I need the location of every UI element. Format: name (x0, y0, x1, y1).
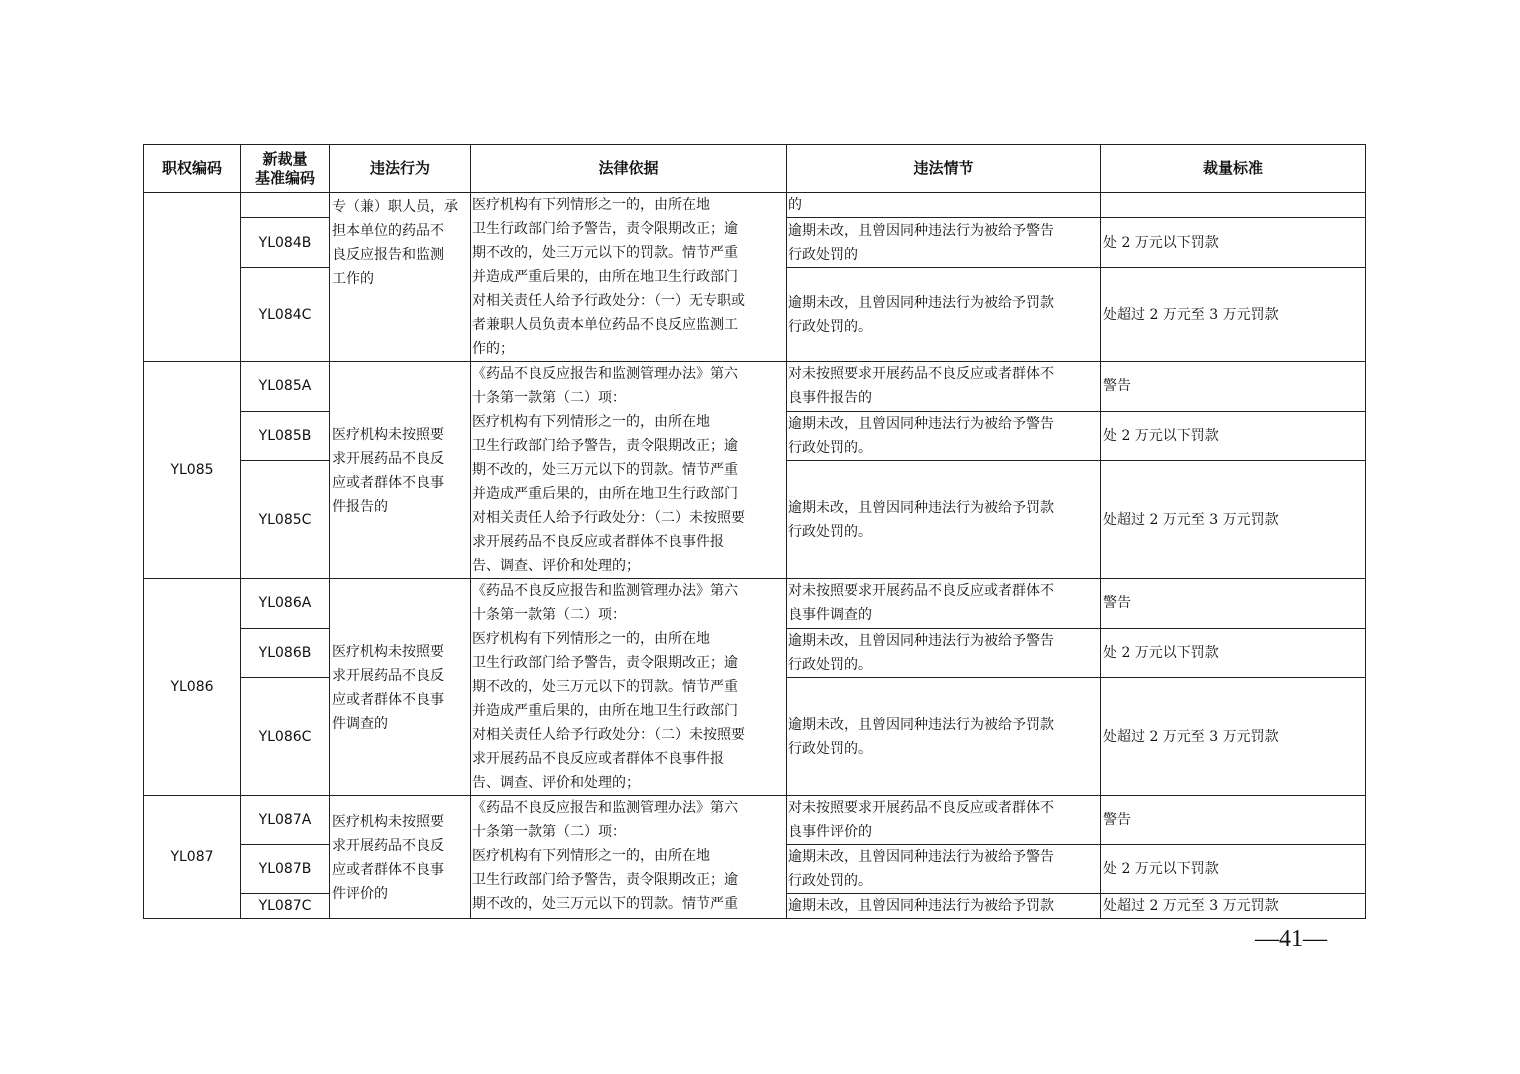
standard-cell: 处 2 万元以下罚款 (1101, 218, 1366, 268)
table-row (144, 362, 1366, 412)
circumstance-cell: 逾期未改，且曾因同种违法行为被给予警告 行政处罚的。 (787, 628, 1101, 678)
header-violation: 违法行为 (330, 145, 471, 193)
violation-cell: 医疗机构未按照要 求开展药品不良反 应或者群体不良事 件调查的 (330, 579, 471, 796)
sub-code-cell (241, 193, 330, 218)
legal-basis-cell: 《药品不良反应报告和监测管理办法》第六 十条第一款第（二）项： 医疗机构有下列情形之一的，由所在地 卫生行政部门给予警告，责令限期改正；逾 期不改的，处三万元以下的罚款。情节严重 并造成严重后果的，由所在地卫生行政部门 对相关责任人给予行政处分：（二）未按照要 求开展药品不良反应或者群体不良事件报 告、调查、评价和处理的； (471, 362, 787, 579)
violation-cell: 专（兼）职人员，承 担本单位的药品不 良反应报告和监测 工作的 (330, 193, 471, 362)
violation-cell: 医疗机构未按照要 求开展药品不良反 应或者群体不良事 件评价的 (330, 796, 471, 919)
circumstance-cell: 逾期未改，且曾因同种违法行为被给予警告 行政处罚的。 (787, 411, 1101, 461)
sub-code-cell: YL087B (241, 845, 330, 894)
authority-code-cell: YL085 (144, 362, 241, 579)
authority-code-cell: YL087 (144, 796, 241, 919)
standard-cell: 警告 (1101, 362, 1366, 412)
legal-basis-cell: 医疗机构有下列情形之一的，由所在地 卫生行政部门给予警告，责令限期改正；逾 期不改的，处三万元以下的罚款。情节严重 并造成严重后果的，由所在地卫生行政部门 对相关责任人给予行政处分：（一）无专职或 者兼职人员负责本单位药品不良反应监测工 作的； (471, 193, 787, 362)
standard-cell: 处 2 万元以下罚款 (1101, 411, 1366, 461)
circumstance-cell: 对未按照要求开展药品不良反应或者群体不 良事件调查的 (787, 579, 1101, 629)
standard-cell: 警告 (1101, 579, 1366, 629)
circumstance-cell: 逾期未改，且曾因同种违法行为被给予罚款 (787, 894, 1101, 919)
sub-code-cell: YL087A (241, 796, 330, 845)
circumstance-cell: 逾期未改，且曾因同种违法行为被给予警告 行政处罚的 (787, 218, 1101, 268)
header-authority-code: 职权编码 (144, 145, 241, 193)
sub-code-cell: YL087C (241, 894, 330, 919)
standard-cell: 处超过 2 万元至 3 万元罚款 (1101, 268, 1366, 362)
header-new-code: 新裁量 基准编码 (241, 145, 330, 193)
header-circumstance: 违法情节 (787, 145, 1101, 193)
standard-cell: 处超过 2 万元至 3 万元罚款 (1101, 894, 1366, 919)
standard-cell: 处 2 万元以下罚款 (1101, 628, 1366, 678)
violation-cell: 医疗机构未按照要 求开展药品不良反 应或者群体不良事 件报告的 (330, 362, 471, 579)
sub-code-cell: YL085B (241, 411, 330, 461)
circumstance-cell: 的 (787, 193, 1101, 218)
sub-code-cell: YL086A (241, 579, 330, 629)
circumstance-cell: 逾期未改，且曾因同种违法行为被给予罚款 行政处罚的。 (787, 461, 1101, 579)
table-row (144, 193, 1366, 218)
penalty-standard-table (143, 144, 1366, 919)
circumstance-cell: 对未按照要求开展药品不良反应或者群体不 良事件报告的 (787, 362, 1101, 412)
authority-code-cell: YL086 (144, 579, 241, 796)
header-standard: 裁量标准 (1101, 145, 1366, 193)
legal-basis-cell: 《药品不良反应报告和监测管理办法》第六 十条第一款第（二）项： 医疗机构有下列情形之一的，由所在地 卫生行政部门给予警告，责令限期改正；逾 期不改的，处三万元以下的罚款。情节严重 并造成严重后果的，由所在地卫生行政部门 对相关责任人给予行政处分：（二）未按照要 求开展药品不良反应或者群体不良事件报 告、调查、评价和处理的； (471, 579, 787, 796)
page-number: —41— (1255, 926, 1327, 952)
standard-cell (1101, 193, 1366, 218)
sub-code-cell: YL086C (241, 678, 330, 796)
header-legal-basis: 法律依据 (471, 145, 787, 193)
table-row (144, 579, 1366, 629)
table-row (144, 796, 1366, 845)
legal-basis-cell: 《药品不良反应报告和监测管理办法》第六 十条第一款第（二）项： 医疗机构有下列情形之一的，由所在地 卫生行政部门给予警告，责令限期改正；逾 期不改的，处三万元以下的罚款。情节严重 (471, 796, 787, 919)
standard-cell: 警告 (1101, 796, 1366, 845)
circumstance-cell: 对未按照要求开展药品不良反应或者群体不 良事件评价的 (787, 796, 1101, 845)
standard-cell: 处超过 2 万元至 3 万元罚款 (1101, 461, 1366, 579)
circumstance-cell: 逾期未改，且曾因同种违法行为被给予罚款 行政处罚的。 (787, 268, 1101, 362)
standard-cell: 处超过 2 万元至 3 万元罚款 (1101, 678, 1366, 796)
circumstance-cell: 逾期未改，且曾因同种违法行为被给予警告 行政处罚的。 (787, 845, 1101, 894)
circumstance-cell: 逾期未改，且曾因同种违法行为被给予罚款 行政处罚的。 (787, 678, 1101, 796)
sub-code-cell: YL086B (241, 628, 330, 678)
standard-cell: 处 2 万元以下罚款 (1101, 845, 1366, 894)
sub-code-cell: YL084B (241, 218, 330, 268)
authority-code-cell (144, 193, 241, 362)
sub-code-cell: YL084C (241, 268, 330, 362)
header-row (144, 145, 1366, 193)
sub-code-cell: YL085C (241, 461, 330, 579)
sub-code-cell: YL085A (241, 362, 330, 412)
